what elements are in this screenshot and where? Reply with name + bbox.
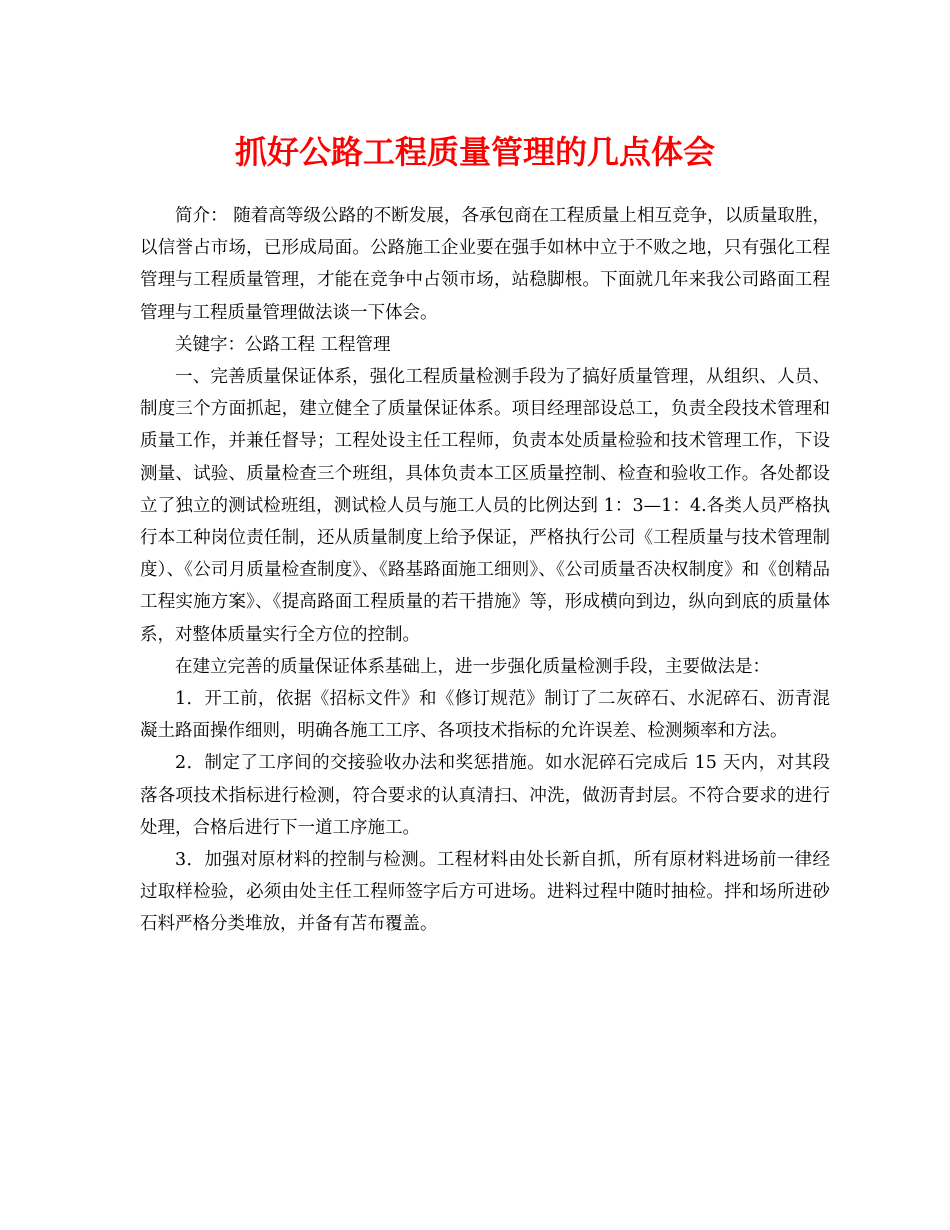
paragraph-abstract: 简介： 随着高等级公路的不断发展，各承包商在工程质量上相互竞争，以质量取胜，以信誉占市场，已形成局面。公路施工企业要在强手如林中立于不败之地，只有强化工程管理与工程质量管理，才能在竞争中占领市场，站稳脚根。下面就几年来我公司路面工程管理与工程质量管理做法谈一下体会。 [140, 206, 830, 323]
paragraph-methods-intro: 在建立完善的质量保证体系基础上，进一步强化质量检测手段，主要做法是： [175, 656, 770, 677]
paragraph-keywords: 关键字：公路工程 工程管理 [175, 334, 391, 355]
paragraph-section-1: 一、完善质量保证体系，强化工程质量检测手段为了搞好质量管理，从组织、人员、制度三个方面抓起，建立健全了质量保证体系。项目经理部设总工，负责全段技术管理和质量工作，并兼任督导；工程处设主任工程师，负责本处质量检验和技术管理工作，下设测量、试验、质量检查三个班组，具体负责本工区质量控制、检查和验收工作。各处都设立了独立的测试检班组，测试检人员与施工人员的比例达到 1：3—1：4.各类人员严格执行本工种岗位责任制，还从质量制度上给予保证，严格执行公司《工程质量与技术管理制度）、《公司月质量检查制度》、《路基路面施工细则》、《公司质量否决权制度》和《创精品工程实施方案》、《提高路面工程质量的若干措施》等，形成横向到边，纵向到底的质量体系，对整体质量实行全方位的控制。 [140, 367, 830, 645]
paragraph-item-2: 2．制定了工序间的交接验收办法和奖惩措施。如水泥碎石完成后 15 天内，对其段落各项技术指标进行检测，符合要求的认真清扫、冲洗，做沥青封层。不符合要求的进行处理，合格后进行下一道工序施工。 [140, 753, 830, 838]
document-title: 抓好公路工程质量管理的几点体会 [234, 133, 715, 171]
paragraph-item-1: 1．开工前，依据《招标文件》和《修订规范》制订了二灰碎石、水泥碎石、沥青混凝土路面操作细则，明确各施工工序、各项技术指标的允许误差、检测频率和方法。 [140, 689, 830, 742]
document-body [140, 200, 830, 941]
paragraph-item-3: 3．加强对原材料的控制与检测。工程材料由处长新自抓，所有原材料进场前一律经过取样检验，必须由处主任工程师签字后方可进场。进料过程中随时抽检。拌和场所进砂石料严格分类堆放，并备有苫布覆盖。 [140, 850, 830, 935]
